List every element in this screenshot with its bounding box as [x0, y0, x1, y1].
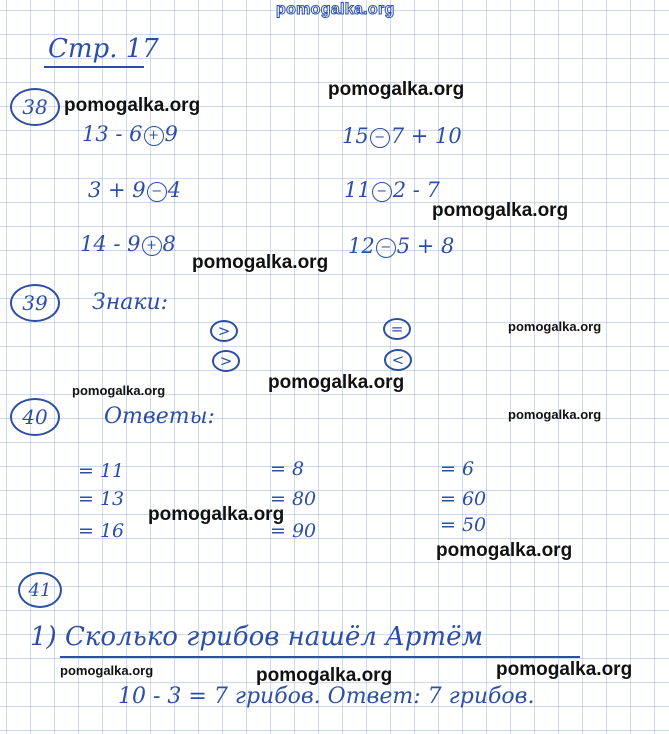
sign-circle: > [212, 350, 240, 372]
expr-part: 13 - 6 [82, 122, 143, 146]
operator-circle: − [370, 128, 390, 148]
task-38-right-row-2 [344, 180, 440, 202]
operator-circle: − [147, 182, 167, 202]
task-41-underline [60, 656, 580, 658]
task-38-right-row-1 [342, 126, 462, 148]
task-40-number: 40 [10, 398, 60, 436]
watermark: pomogalka.org [328, 79, 465, 100]
watermark: pomogalka.org [508, 407, 602, 422]
task-38-left-row-3 [80, 234, 176, 256]
task-40-col2-row2: = 80 [270, 488, 317, 510]
task-38-number: 38 [10, 88, 60, 126]
watermark: pomogalka.org [72, 383, 166, 398]
expr-part: 7 + 10 [390, 124, 462, 148]
watermark: pomogalka.org [432, 200, 569, 221]
task-39-label: Знаки: [92, 290, 169, 315]
expr-part: 11 [344, 178, 371, 202]
task-40-col3-row1: = 6 [440, 458, 475, 480]
expr-part: 4 [167, 178, 182, 202]
watermark: pomogalka.org [192, 252, 329, 273]
expr-part: 15 [342, 124, 369, 148]
watermark: pomogalka.org [256, 665, 393, 686]
task-41-line-2: 10 - 3 = 7 грибов. Ответ: 7 грибов. [118, 684, 535, 709]
expr-part: 8 [162, 232, 176, 256]
expr-part: 14 - 9 [80, 232, 141, 256]
task-40-col1-row3: = 16 [78, 520, 125, 542]
task-38-left-row-2 [88, 180, 181, 202]
task-41-number: 41 [18, 572, 62, 608]
task-40-label: Ответы: [104, 404, 215, 429]
watermark: pomogalka.org [60, 663, 154, 678]
task-39-number: 39 [10, 284, 60, 322]
watermark: pomogalka.org [268, 372, 405, 393]
task-38-right-row-3 [348, 236, 454, 258]
task-40-col2-row1: = 8 [270, 458, 305, 480]
task-40-col1-row2: = 13 [78, 488, 125, 510]
sign-circle: < [384, 349, 412, 371]
operator-circle: − [376, 238, 396, 258]
task-40-col3-row2: = 60 [440, 488, 487, 510]
task-40-col2-row3: = 90 [270, 520, 317, 542]
task-40-col1-row1: = 11 [78, 460, 125, 482]
page-label: Стр. 17 [48, 34, 159, 64]
expr-part: 12 [348, 234, 375, 258]
sign-circle: > [210, 320, 238, 342]
task-38-left-row-1 [82, 124, 178, 146]
expr-part: 3 + 9 [88, 178, 146, 202]
operator-circle: + [142, 236, 162, 256]
task-41-line-1: 1) Сколько грибов нашёл Артём [30, 622, 484, 652]
expr-part: 5 + 8 [396, 234, 455, 258]
expr-part: 2 - 7 [392, 178, 440, 202]
page-label-underline [44, 66, 144, 68]
watermark: pomogalka.org [508, 319, 602, 334]
watermark: pomogalka.org [148, 504, 285, 525]
task-40-col3-row3: = 50 [440, 514, 487, 536]
watermark: pomogalka.org [436, 540, 573, 561]
watermark: pomogalka.org [64, 95, 201, 116]
operator-circle: + [144, 126, 164, 146]
watermark: pomogalka.org [496, 659, 633, 680]
top-watermark: pomogalka.org [276, 1, 395, 18]
sign-circle: = [383, 318, 411, 340]
operator-circle: − [372, 182, 392, 202]
expr-part: 9 [164, 122, 178, 146]
